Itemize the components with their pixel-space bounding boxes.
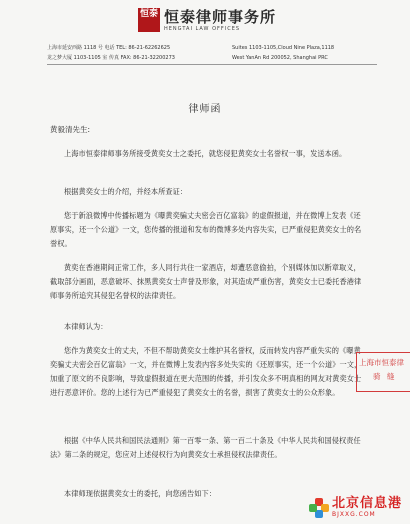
- paragraph: 根据《中华人民共和国民法通则》第一百零一条、第一百二十条及《中华人民共和国侵权责任法》第二条的规定，您应对上述侵权行为向黄奕女士承担侵权法律责任。: [50, 436, 361, 459]
- paragraph: 本律师现依据黄奕女士的委托，向您函告如下：: [64, 489, 216, 498]
- document-title: 律师函: [188, 104, 222, 115]
- letterhead-brand: [138, 8, 276, 32]
- address-cn: 上海市延安西路 1118 号 电话 TEL: 86-21-62262625 龙之梦大厦 1103-1105 室 传真 FAX: 86-21-32200273: [47, 45, 175, 61]
- paragraph: 您于新浪微博中传播标题为《曝黄奕骗丈夫密会百亿富翁》的虚假报道，并在微博上发表《还原事实，还一个公道》一文，您传播的报道和发布的微博多处内容失实，已严重侵犯黄奕女士的名誉权。: [50, 211, 362, 248]
- firm-name-cn: 恒泰律师事务所: [164, 7, 277, 26]
- firm-name-en: HENGTAI LAW OFFICES: [164, 25, 241, 32]
- paragraph: 根据黄奕女士的介绍，并经本所查证：: [64, 187, 188, 196]
- salutation: 黄毅清先生:: [50, 125, 91, 134]
- watermark-name: 北京信息港: [331, 496, 402, 511]
- paragraph: 上海市恒泰律师事务所接受黄奕女士之委托，就您侵犯黄奕女士名誉权一事，发送本函。: [64, 149, 347, 158]
- seam-stamp: 上海市恒泰律 骑 缝: [356, 352, 410, 392]
- watermark-url: BJXXG.COM: [331, 511, 376, 518]
- letterhead-divider: [47, 64, 377, 65]
- watermark: [309, 497, 402, 518]
- paragraph: 黄奕在香港期间正常工作，多人同行共住一家酒店，却遭恶意偷拍，个别媒体加以断章取义，截取部分画面，恶意破坏、抹黑黄奕女士声誉及形象，对其造成严重伤害，黄奕女士已委托香港律师事务所追究其侵犯名誉权的法律责任。: [50, 263, 362, 300]
- address-en: Suites 1103-1105,Cloud Nine Plaza,1118 West YanAn Rd 200052, Shanghai PRC: [232, 45, 335, 61]
- watermark-logo-icon: [309, 498, 329, 518]
- paragraph: 本律师认为：: [64, 322, 108, 331]
- paragraph: 您作为黄奕女士的丈夫，不但不帮助黄奕女士维护其名誉权，反而转发内容严重失实的《曝黄奕骗丈夫密会百亿富翁》一文，并在微博上发表内容多处失实的《还原事实，还一个公道》一文，加重了原文的不良影响，导致虚假报道在更大范围的传播，并引发众多不明真相的网友对黄奕女士进行恶意评价。您的上述行为已严重侵犯了黄奕女士的名誉，损害了黄奕女士的公众形象。: [50, 346, 362, 397]
- firm-logo: 恒泰: [138, 8, 160, 32]
